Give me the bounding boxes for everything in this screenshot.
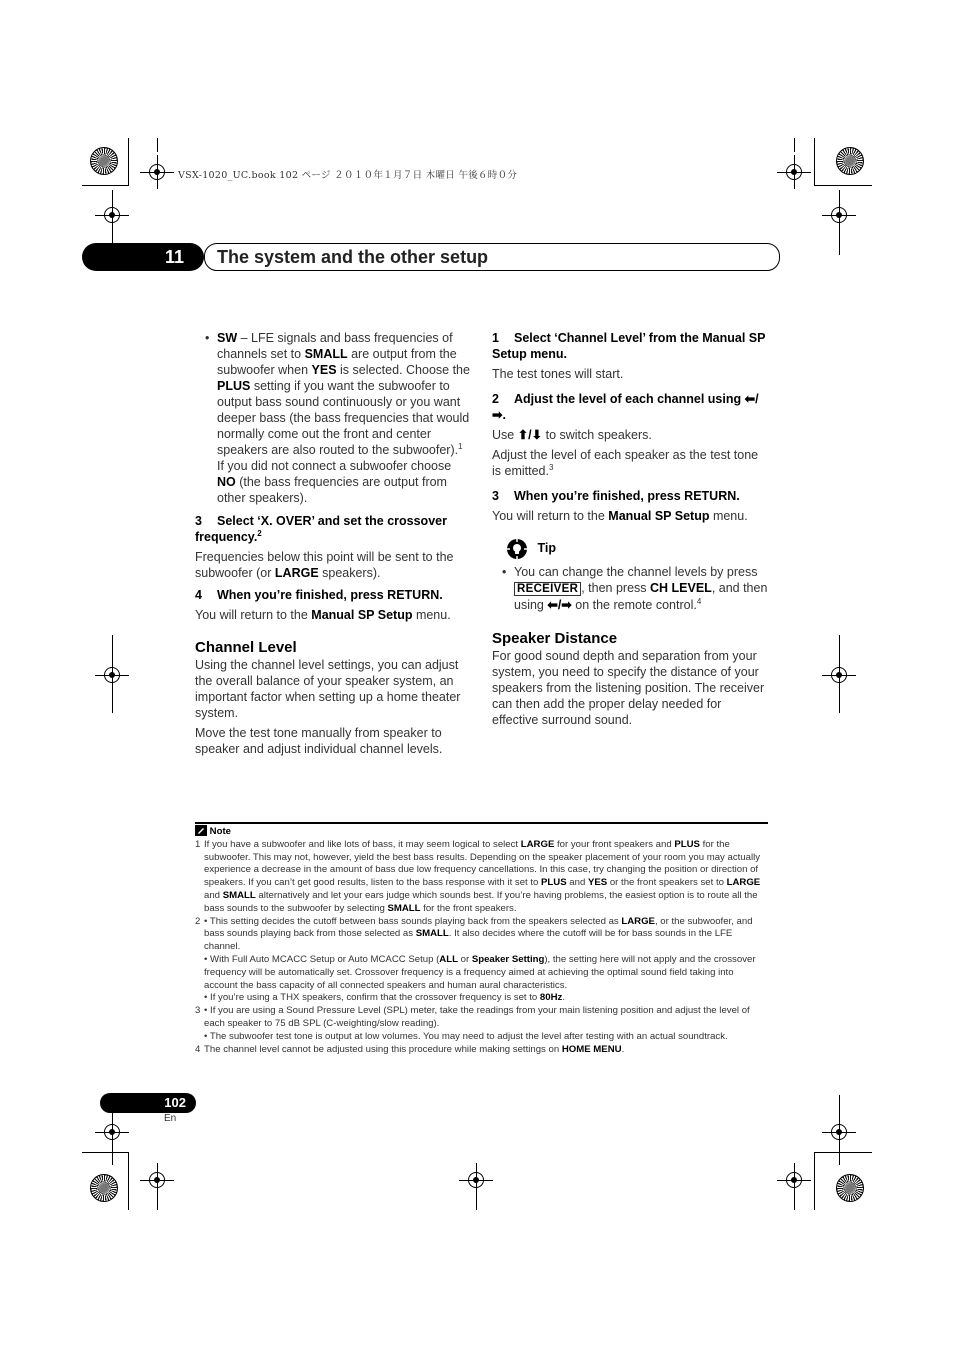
text: and [566, 877, 588, 889]
registration-starburst-icon [90, 1174, 118, 1202]
text: for your front speakers and [554, 838, 675, 850]
language-code: En [164, 1113, 177, 1124]
step-2-body [492, 427, 768, 443]
text: If you did not connect a subwoofer choose [217, 459, 452, 473]
sw-bullet [195, 330, 470, 506]
text: for the subwoofer. This may not, however, yield the best bass results. Depending on the speaker placement of your room you may actually experience a decrease in the amount of bass due low frequency cancellations. In this case, try changing the position or direction of speakers. If you can’t get good results, listen to the bass response with it set to [204, 838, 761, 889]
text: and [204, 889, 223, 901]
text: – LFE signals and bass frequencies of channels set to [217, 331, 453, 361]
bold-term: PLUS [541, 877, 567, 889]
step-text: When you’re finished, press RETURN. [217, 588, 443, 602]
text: You can change the channel levels by press [514, 565, 758, 579]
step-4-heading [195, 587, 470, 603]
text: • This setting decides the cutoff between bass sounds playing back from the speakers selected as [204, 915, 622, 927]
text: (the bass frequencies are output from other speakers). [217, 475, 447, 505]
registration-cross-icon [149, 164, 165, 180]
step-1-body: The test tones will start. [492, 367, 624, 381]
text: . [621, 1043, 625, 1055]
bold-term: SMALL [222, 889, 256, 901]
bold-term: Speaker Setting [471, 953, 545, 965]
note-3-item: • If you are using a Sound Pressure Level (SPL) meter, take the readings from your main listening position and adjust the level of each speaker to 75 dB SPL (C-weighting/slow reading). [204, 1005, 750, 1029]
note-number: 1 [195, 838, 201, 850]
step-text: Select ‘X. OVER’ and set the crossover frequency. [195, 514, 447, 544]
text: or [457, 953, 472, 965]
note-number: 4 [195, 1043, 201, 1055]
bold-term: LARGE [520, 838, 555, 850]
receiver-key: RECEIVER [514, 582, 581, 596]
step-3-body [492, 508, 768, 524]
text: setting if you want the subwoofer to output bass sound continuously or you want deeper bass (the bass frequencies that would normally come out the front and center speakers are also routed to the subwoofer). [217, 379, 470, 457]
text: to switch speakers. [542, 428, 652, 442]
step-text: Select ‘Channel Level’ from the Manual SP Setup menu. [492, 331, 766, 361]
step-2-body-2 [492, 447, 768, 479]
channel-level-paragraph: Move the test tone manually from speaker to speaker and adjust individual channel levels. [195, 726, 443, 756]
bold-term: LARGE [274, 566, 319, 580]
text: . [562, 992, 565, 1004]
text: , and then using [514, 581, 768, 612]
arrow-up-down-icon: ⬆/⬇ [517, 428, 543, 442]
sw-label: SW [217, 331, 238, 345]
step-number: 1 [492, 331, 499, 345]
page-number-badge [100, 1093, 196, 1113]
text: Use [492, 428, 518, 442]
text: Frequencies below this point will be sent to the subwoofer (or [195, 550, 454, 580]
text: If you have a subwoofer and like lots of bass, it may seem logical to select [204, 838, 521, 850]
registration-cross-icon [786, 1172, 802, 1188]
step-text: When you’re finished, press RETURN. [514, 489, 740, 503]
left-column [195, 330, 470, 761]
bold-term: SMALL [387, 902, 421, 914]
note-number: 3 [195, 1005, 201, 1017]
bold-term: 80Hz [539, 992, 563, 1004]
footnote-ref: 1 [458, 441, 463, 451]
text: • If you’re using a THX speakers, confirm that the crossover frequency is set to [204, 992, 540, 1004]
notes-section [195, 824, 768, 1056]
bold-term: ALL [439, 953, 458, 965]
file-header: VSX-1020_UC.book 102 ページ ２０１０年１月７日 木曜日 午後６時０分 [178, 170, 518, 181]
registration-starburst-icon [90, 147, 118, 175]
step-3-heading [195, 513, 470, 545]
bold-term: CH LEVEL [650, 581, 712, 595]
step-number: 3 [492, 489, 499, 503]
note-2 [195, 916, 768, 1006]
notes-header [195, 825, 768, 839]
footnote-ref: 3 [548, 462, 554, 472]
registration-starburst-icon [836, 147, 864, 175]
channel-level-heading: Channel Level [195, 639, 297, 656]
text: are output from the subwoofer when [217, 347, 457, 377]
chapter-number: 11 [164, 247, 184, 267]
registration-cross-icon [149, 1172, 165, 1188]
note-1 [195, 839, 768, 916]
step-4-body [195, 607, 470, 623]
tip-bullet [492, 564, 768, 613]
text: You will return to the [492, 509, 609, 523]
text: The channel level cannot be adjusted using this procedure while making settings on [204, 1043, 562, 1055]
notes-label: Note [209, 826, 231, 837]
chapter-number-badge [82, 243, 204, 271]
text: speakers). [318, 566, 381, 580]
arrow-left-right-icon: ⬅/➡ [547, 598, 572, 612]
right-column [492, 330, 768, 732]
step-number: 4 [195, 588, 202, 602]
speaker-distance-paragraph: For good sound depth and separation from your system, you need to specify the distance of your speakers from the listening position. The receiver can then add the proper delay needed for effective surround sound. [492, 649, 765, 727]
note-2-item [204, 954, 768, 992]
text: menu. [709, 509, 748, 523]
lightbulb-icon [506, 538, 528, 560]
text: menu. [412, 608, 451, 622]
text: ), the setting here will not apply and the crossover frequency will be automatically set. Crossover frequency is a frequency aimed at achieving the optimal sound field taking into account the bass capacity of all connected speakers and human aural characteristics. [204, 953, 756, 991]
note-2-item [204, 916, 768, 954]
step-number: 3 [195, 514, 202, 528]
footnote-ref: 2 [257, 528, 262, 538]
note-pencil-icon [195, 825, 207, 836]
note-number: 2 [195, 915, 201, 927]
bold-term: NO [217, 475, 236, 489]
step-number: 2 [492, 392, 499, 406]
text: , or the subwoofer, and bass sounds playing back from those selected as [204, 915, 753, 940]
bold-term: YES [311, 363, 337, 377]
text: is selected. Choose the [336, 363, 470, 377]
bold-term: LARGE [726, 877, 761, 889]
bold-term: SMALL [415, 928, 449, 940]
text: Adjust the level of each speaker as the test tone is emitted. [492, 448, 759, 478]
page-number: 102 [164, 1095, 186, 1110]
tip-label: Tip [537, 541, 557, 556]
tip-header [506, 538, 768, 560]
bold-term: Manual SP Setup [311, 608, 413, 622]
bold-term: PLUS [217, 379, 251, 393]
step-3-heading [492, 488, 768, 504]
footnote-ref: 4 [696, 596, 702, 606]
bold-term: Manual SP Setup [608, 509, 710, 523]
bold-term: LARGE [621, 915, 655, 927]
step-text: Adjust the level of each channel using ⬅/➡. [492, 392, 759, 422]
bold-term: YES [587, 877, 608, 889]
text: , then press [581, 581, 650, 595]
note-3-item: • The subwoofer test tone is output at low volumes. You may need to adjust the level after testing with an actual soundtrack. [204, 1030, 728, 1042]
text: or the front speakers set to [607, 877, 727, 889]
text: . It also decides where the cutoff will be for bass sounds in the LFE channel. [204, 928, 733, 953]
bold-term: PLUS [674, 838, 700, 850]
registration-starburst-icon [836, 1174, 864, 1202]
channel-level-paragraph: Using the channel level settings, you can adjust the overall balance of your speaker system, an important factor when setting up a home theater system. [195, 658, 461, 720]
bold-term: SMALL [304, 347, 348, 361]
note-4 [195, 1044, 768, 1057]
registration-cross-icon [786, 164, 802, 180]
text: • With Full Auto MCACC Setup or Auto MCACC Setup ( [204, 953, 440, 965]
text: alternatively and let your ears judge which sounds best. If you’re having problems, the easiest option is to route all the bass sounds to the subwoofer by selecting [204, 889, 758, 914]
note-3 [195, 1005, 768, 1043]
text: for the front speakers. [420, 902, 517, 914]
step-1-heading [492, 330, 768, 362]
speaker-distance-heading: Speaker Distance [492, 630, 618, 647]
step-3-body [195, 549, 470, 581]
bold-term: HOME MENU [561, 1043, 622, 1055]
chapter-title: The system and the other setup [204, 243, 780, 271]
text: You will return to the [195, 608, 312, 622]
step-2-heading [492, 391, 768, 423]
note-2-item [204, 992, 768, 1005]
text: on the remote control. [571, 598, 697, 612]
